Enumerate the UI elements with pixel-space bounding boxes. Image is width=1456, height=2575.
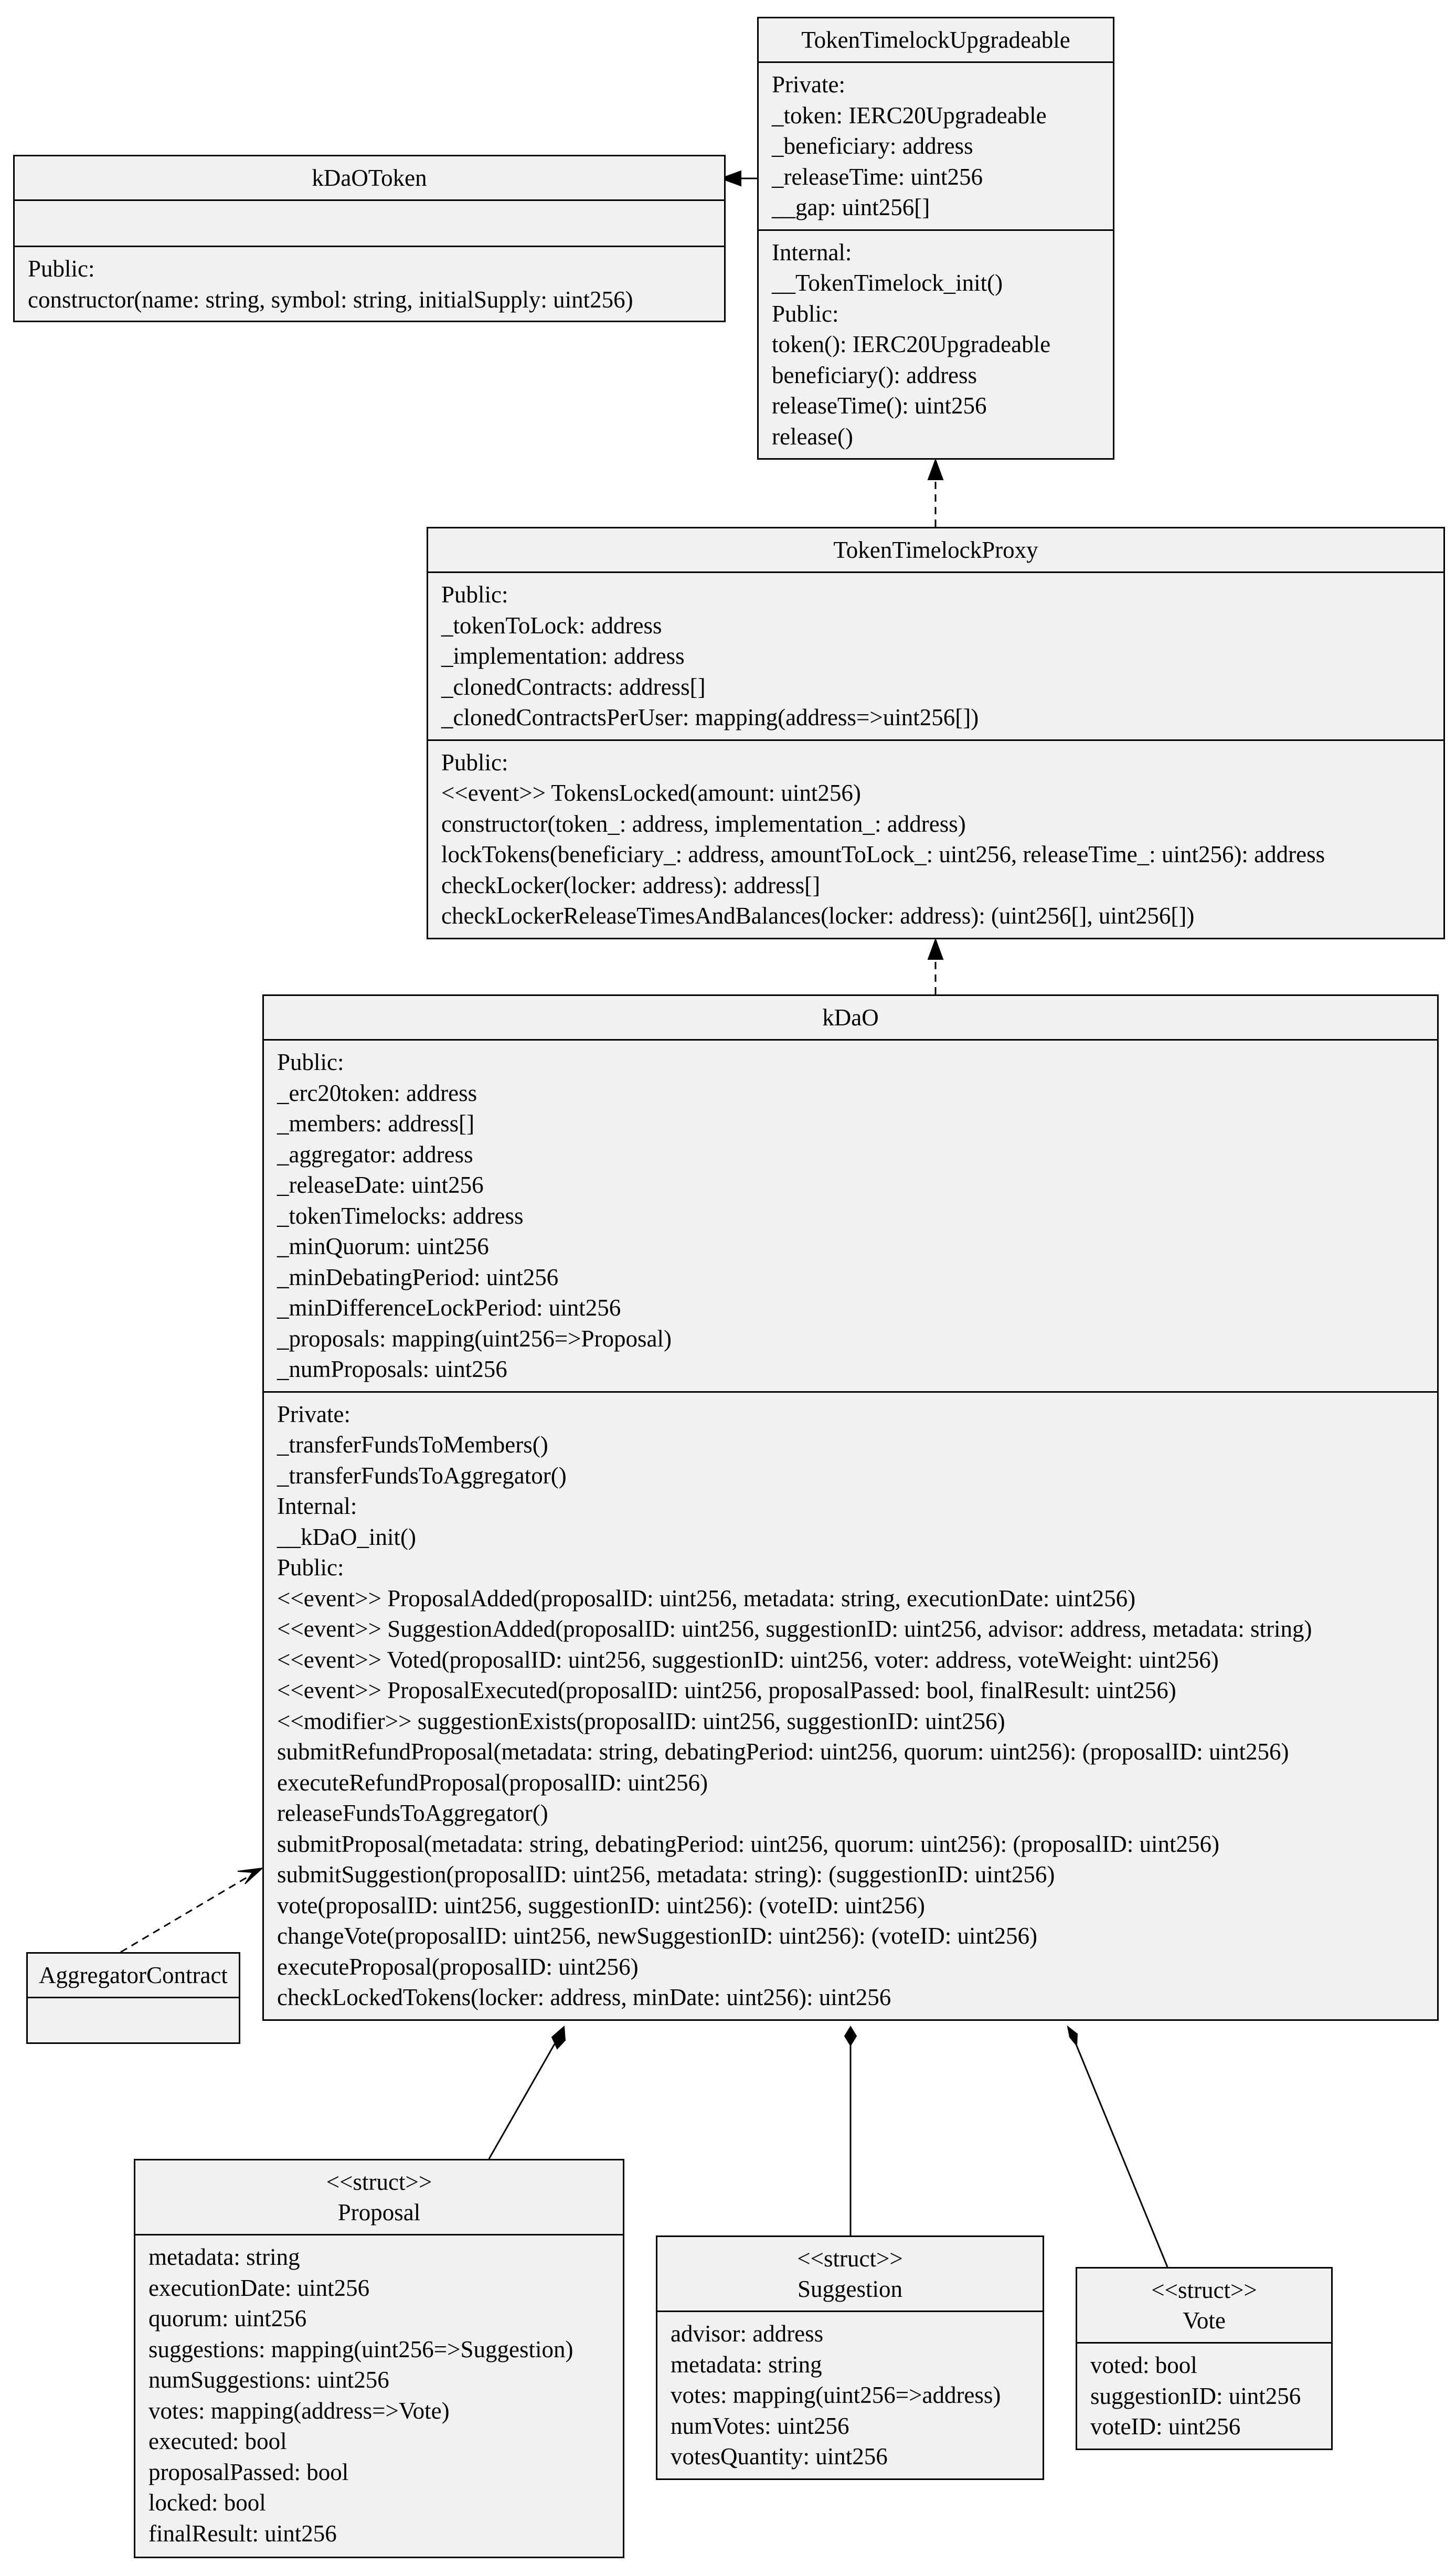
struct-title bbox=[657, 2237, 1043, 2312]
edge-timelock-to-kdaotoken bbox=[721, 171, 758, 186]
struct-stereotype: <<struct>> bbox=[1151, 2277, 1257, 2303]
attribute-line: _minQuorum: uint256 bbox=[277, 1233, 489, 1259]
operation-line: Public: bbox=[28, 256, 95, 282]
operation-line: lockTokens(beneficiary_: address, amountToLock_: uint256, releaseTime_: uint256): address bbox=[441, 841, 1325, 867]
attribute-line: suggestions: mapping(uint256=>Suggestion) bbox=[148, 2336, 573, 2362]
attribute-line: voteID: uint256 bbox=[1090, 2413, 1241, 2440]
operation-line: token(): IERC20Upgradeable bbox=[772, 331, 1051, 357]
class-title: TokenTimelockUpgradeable bbox=[759, 18, 1113, 63]
operation-line: <<event>> ProposalAdded(proposalID: uint256, metadata: string, executionDate: uint256) bbox=[277, 1585, 1136, 1612]
attribute-line: voted: bool bbox=[1090, 2352, 1197, 2378]
edge-proxy-to-timelock bbox=[928, 460, 943, 527]
attribute-line: proposalPassed: bool bbox=[148, 2459, 349, 2485]
operation-line: beneficiary(): address bbox=[772, 362, 977, 388]
operation-line: <<event>> Voted(proposalID: uint256, suggestionID: uint256, voter: address, voteWeight: uint256) bbox=[277, 1646, 1219, 1673]
attribute-line: locked: bool bbox=[148, 2489, 266, 2516]
attribute-line: _releaseTime: uint256 bbox=[772, 163, 983, 190]
attribute-line: Private: bbox=[772, 71, 845, 98]
edge-kdao-proposal-composition bbox=[489, 2027, 565, 2159]
struct-name: Vote bbox=[1183, 2307, 1226, 2334]
operation-line: changeVote(proposalID: uint256, newSuggestionID: uint256): (voteID: uint256) bbox=[277, 1923, 1037, 1949]
operation-line: _transferFundsToMembers() bbox=[277, 1432, 548, 1458]
struct-stereotype: <<struct>> bbox=[326, 2169, 432, 2195]
operation-line: releaseTime(): uint256 bbox=[772, 393, 987, 419]
class-tokentimelockupgradeable bbox=[757, 17, 1114, 460]
operation-line: <<event>> SuggestionAdded(proposalID: uint256, suggestionID: uint256, advisor: address, metadata: string) bbox=[277, 1616, 1312, 1642]
class-title: TokenTimelockProxy bbox=[428, 528, 1443, 573]
attribute-line: executionDate: uint256 bbox=[148, 2274, 370, 2301]
operation-line: release() bbox=[772, 423, 853, 450]
attributes-section bbox=[759, 63, 1113, 229]
attribute-line: Public: bbox=[277, 1049, 344, 1075]
attribute-line: advisor: address bbox=[671, 2320, 824, 2347]
operation-line: constructor(name: string, symbol: string, initialSupply: uint256) bbox=[28, 286, 633, 313]
attribute-line: _clonedContracts: address[] bbox=[441, 673, 706, 700]
attribute-line: metadata: string bbox=[148, 2244, 300, 2270]
attribute-line: _implementation: address bbox=[441, 643, 685, 669]
operation-line: <<event>> TokensLocked(amount: uint256) bbox=[441, 780, 861, 806]
attribute-line: _aggregator: address bbox=[277, 1141, 473, 1168]
attribute-line: _erc20token: address bbox=[277, 1079, 477, 1106]
operations-section bbox=[15, 246, 724, 321]
edge-kdao-to-proxy bbox=[928, 939, 943, 994]
operation-line: checkLockerReleaseTimesAndBalances(locker: address): (uint256[], uint256[]) bbox=[441, 903, 1195, 929]
attributes-section bbox=[15, 201, 724, 246]
struct-proposal bbox=[134, 2159, 624, 2558]
attribute-line: _releaseDate: uint256 bbox=[277, 1172, 484, 1198]
operation-line: checkLockedTokens(locker: address, minDate: uint256): uint256 bbox=[277, 1984, 891, 2010]
struct-vote bbox=[1076, 2267, 1333, 2450]
operation-line: constructor(token_: address, implementation_: address) bbox=[441, 810, 966, 837]
attributes-section bbox=[135, 2235, 623, 2555]
operation-line: submitSuggestion(proposalID: uint256, metadata: string): (suggestionID: uint256) bbox=[277, 1861, 1055, 1888]
attribute-line: __gap: uint256[] bbox=[772, 194, 930, 220]
attribute-line: _tokenToLock: address bbox=[441, 612, 662, 639]
attribute-line: votes: mapping(address=>Vote) bbox=[148, 2397, 450, 2424]
operation-line: checkLocker(locker: address): address[] bbox=[441, 872, 821, 898]
attributes-section bbox=[1077, 2344, 1331, 2449]
attributes-section bbox=[264, 1041, 1437, 1391]
struct-title bbox=[135, 2160, 623, 2235]
operation-line: Private: bbox=[277, 1401, 350, 1427]
operation-line: submitProposal(metadata: string, debatingPeriod: uint256, quorum: uint256): (proposalID: uint256) bbox=[277, 1830, 1220, 1857]
class-title: kDaO bbox=[264, 996, 1437, 1041]
attribute-line: finalResult: uint256 bbox=[148, 2520, 337, 2547]
attribute-line: _numProposals: uint256 bbox=[277, 1356, 507, 1382]
operation-line: Public: bbox=[772, 300, 839, 327]
operation-line: <<modifier>> suggestionExists(proposalID: uint256, suggestionID: uint256) bbox=[277, 1708, 1005, 1734]
attribute-line: _proposals: mapping(uint256=>Proposal) bbox=[277, 1325, 672, 1352]
operation-line: Public: bbox=[277, 1554, 344, 1581]
attribute-line: numVotes: uint256 bbox=[671, 2412, 849, 2439]
operation-line: executeProposal(proposalID: uint256) bbox=[277, 1953, 639, 1980]
operations-section bbox=[759, 229, 1113, 459]
class-tokentimelockproxy bbox=[427, 527, 1445, 939]
attribute-line: _clonedContractsPerUser: mapping(address=>uint256[]) bbox=[441, 704, 979, 730]
struct-title bbox=[1077, 2269, 1331, 2344]
attribute-line: quorum: uint256 bbox=[148, 2305, 307, 2332]
class-title: kDaOToken bbox=[15, 156, 724, 201]
class-title: AggregatorContract bbox=[28, 1954, 239, 1998]
class-kdaotoken bbox=[13, 155, 726, 322]
operation-line: __TokenTimelock_init() bbox=[772, 270, 1003, 296]
attribute-line: _minDebatingPeriod: uint256 bbox=[277, 1264, 559, 1290]
class-aggregatorcontract bbox=[26, 1952, 240, 2044]
operation-line: __kDaO_init() bbox=[277, 1523, 416, 1550]
attribute-line: metadata: string bbox=[671, 2351, 822, 2378]
attributes-section bbox=[428, 573, 1443, 739]
operation-line: vote(proposalID: uint256, suggestionID: uint256): (voteID: uint256) bbox=[277, 1892, 925, 1919]
operation-line: Internal: bbox=[772, 239, 852, 266]
attribute-line: _beneficiary: address bbox=[772, 133, 973, 159]
operations-section bbox=[428, 739, 1443, 938]
attribute-line: suggestionID: uint256 bbox=[1090, 2382, 1301, 2409]
attribute-line: _minDifferenceLockPeriod: uint256 bbox=[277, 1295, 621, 1321]
operation-line: _transferFundsToAggregator() bbox=[277, 1462, 567, 1489]
edge-kdao-vote-composition bbox=[1068, 2027, 1167, 2267]
struct-suggestion bbox=[656, 2235, 1044, 2480]
attribute-line: numSuggestions: uint256 bbox=[148, 2367, 389, 2393]
struct-stereotype: <<struct>> bbox=[797, 2245, 903, 2272]
class-kdao bbox=[262, 994, 1439, 2021]
edge-aggregator-to-kdao bbox=[121, 1868, 262, 1952]
operation-line: Internal: bbox=[277, 1493, 357, 1519]
operations-section bbox=[264, 1391, 1437, 2019]
attribute-line: _members: address[] bbox=[277, 1110, 475, 1137]
attribute-line: _tokenTimelocks: address bbox=[277, 1202, 524, 1229]
attributes-section bbox=[28, 1998, 239, 2043]
struct-name: Proposal bbox=[337, 2199, 421, 2226]
attribute-line: Public: bbox=[441, 581, 508, 608]
struct-name: Suggestion bbox=[797, 2276, 903, 2302]
operation-line: Public: bbox=[441, 749, 508, 776]
operation-line: executeRefundProposal(proposalID: uint256) bbox=[277, 1769, 708, 1796]
operation-line: releaseFundsToAggregator() bbox=[277, 1800, 548, 1826]
operation-line: <<event>> ProposalExecuted(proposalID: uint256, proposalPassed: bool, finalResult: uint256) bbox=[277, 1677, 1176, 1703]
edge-kdao-suggestion-composition bbox=[845, 2027, 856, 2235]
attribute-line: votesQuantity: uint256 bbox=[671, 2443, 888, 2470]
attribute-line: _token: IERC20Upgradeable bbox=[772, 102, 1047, 129]
operation-line: submitRefundProposal(metadata: string, debatingPeriod: uint256, quorum: uint256): (proposalID: uint256) bbox=[277, 1739, 1289, 1765]
attribute-line: votes: mapping(uint256=>address) bbox=[671, 2382, 1001, 2408]
attributes-section bbox=[657, 2312, 1043, 2478]
attribute-line: executed: bool bbox=[148, 2428, 287, 2454]
